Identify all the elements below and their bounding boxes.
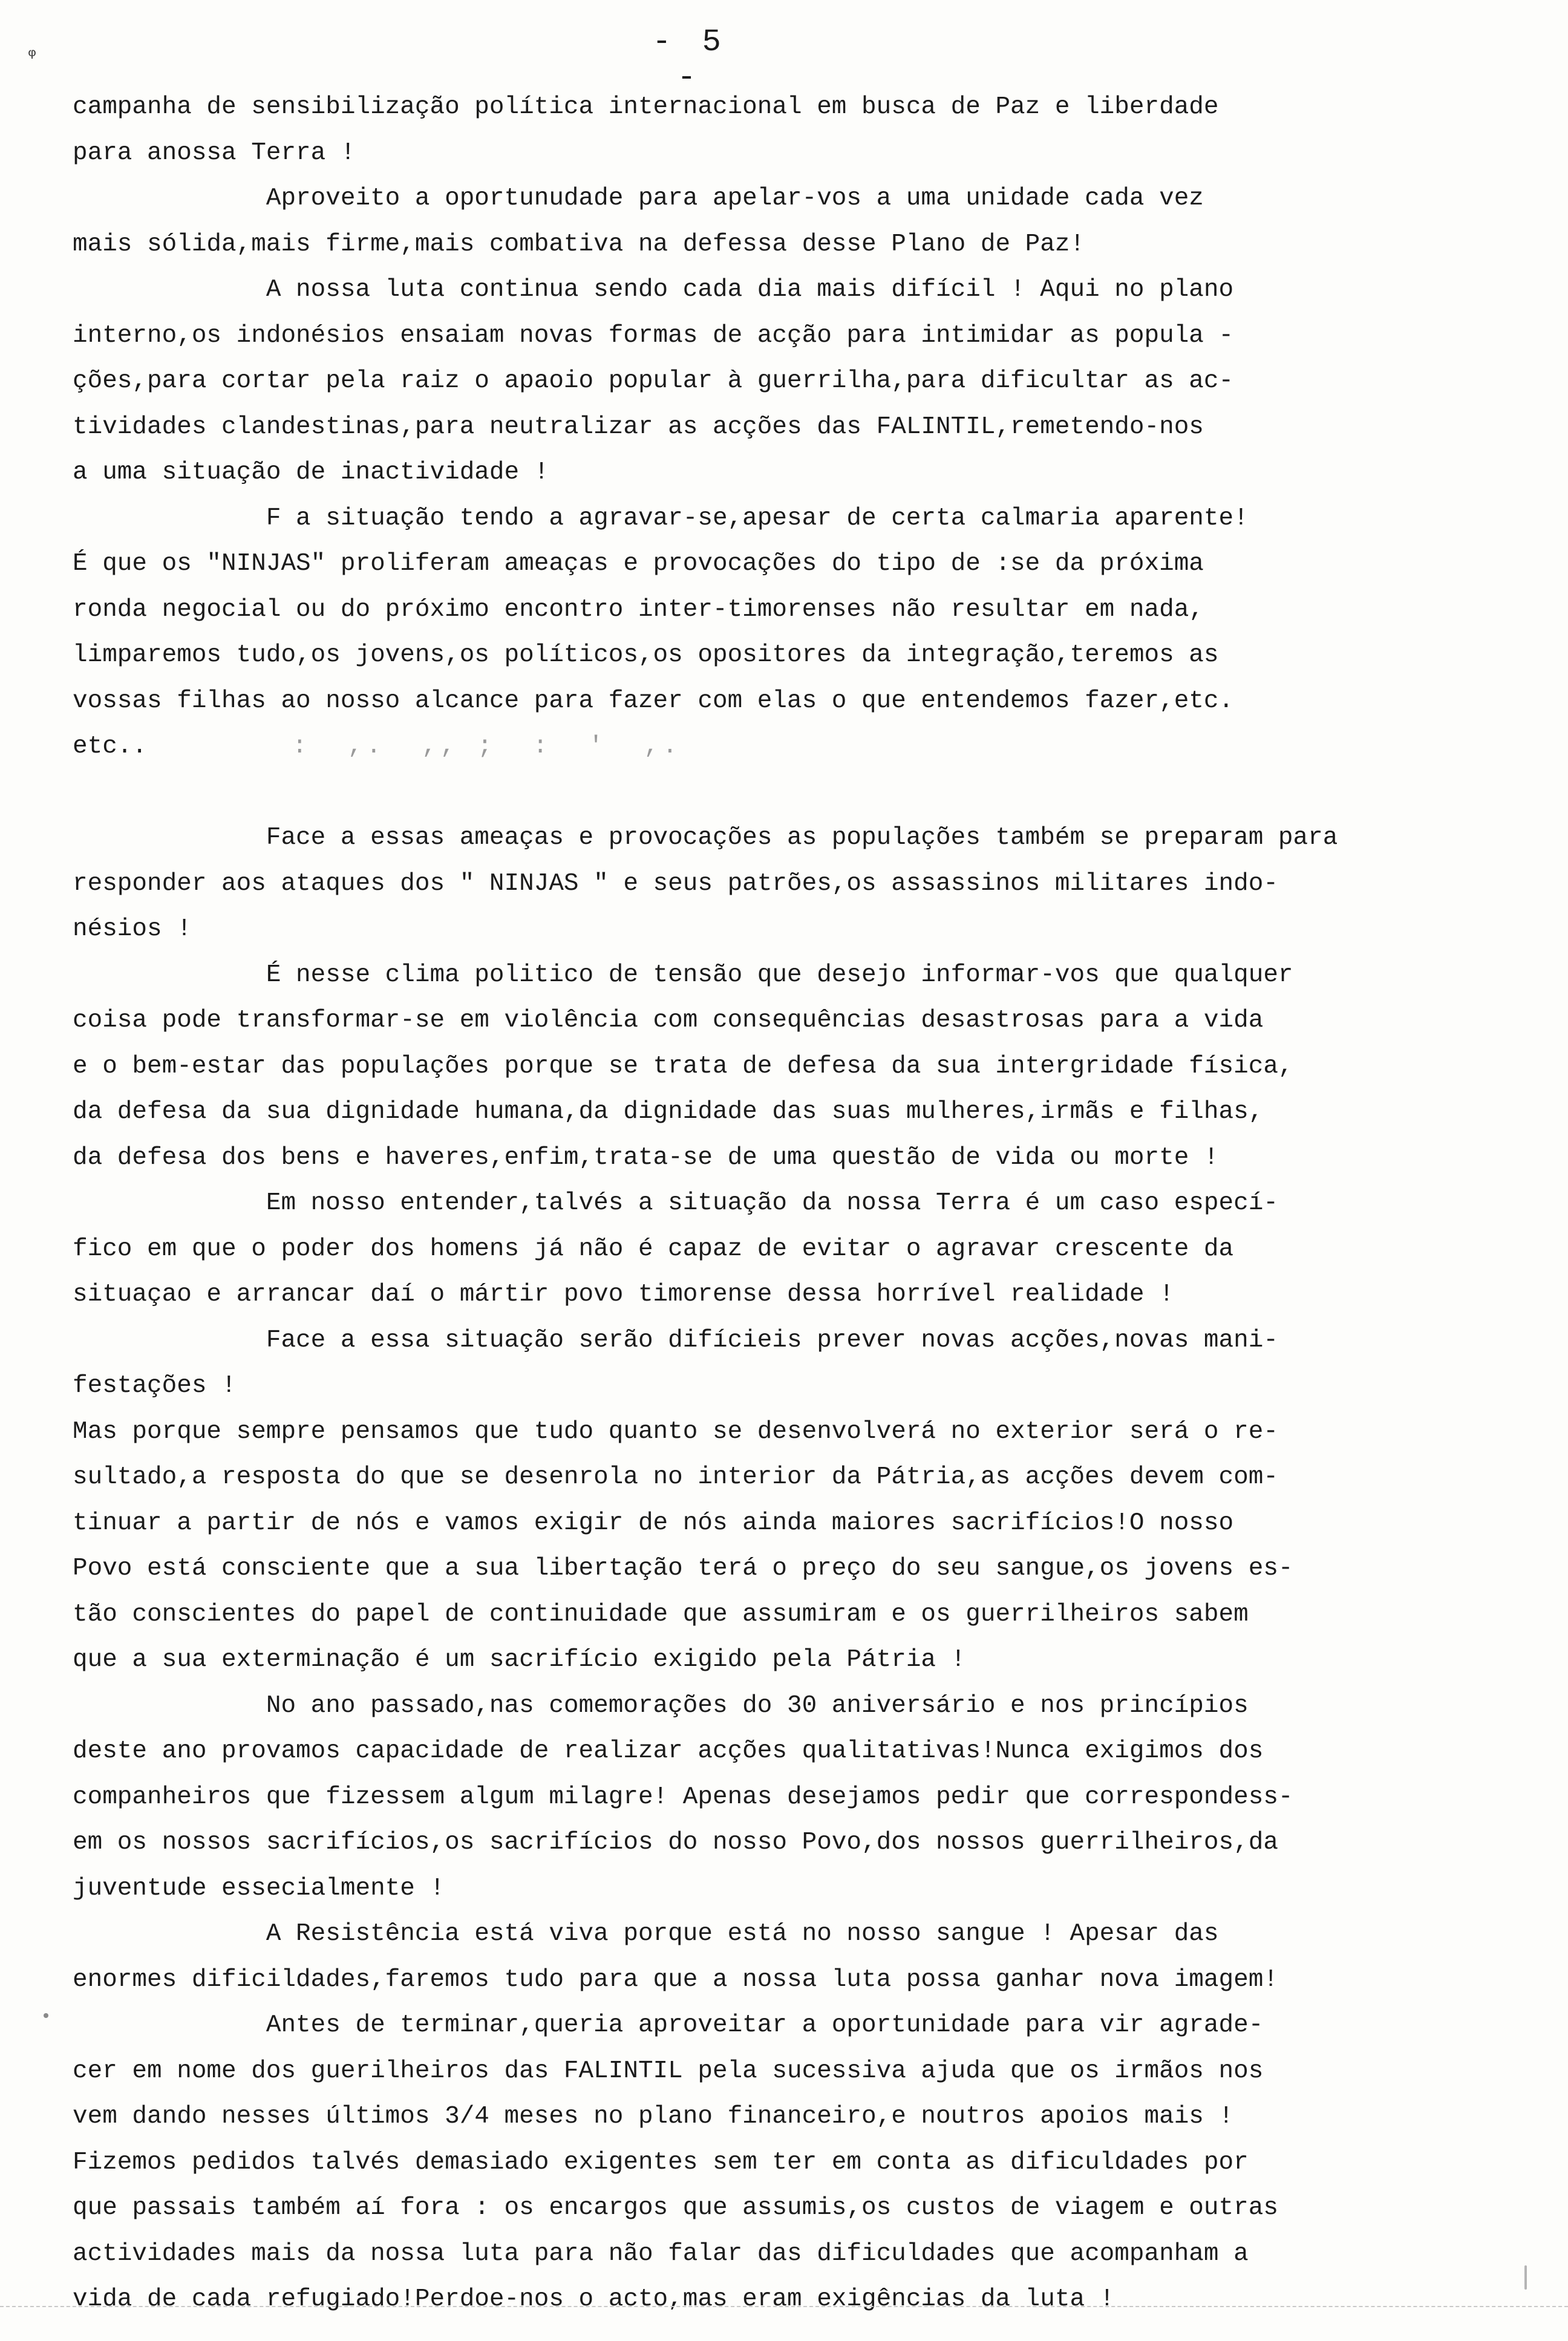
text-line-15-content: etc.. (73, 733, 148, 760)
text-line-11: É que os "NINJAS" proliferam ameaças e provocações do tipo de :se da próxima (73, 550, 1204, 578)
text-line-41: A Resistência está viva porque está no nosso sangue ! Apesar das (73, 1920, 1219, 1948)
text-line-32: tinuar a partir de nós e vamos exigir de nós ainda maiores sacrifícios!O nosso (73, 1509, 1234, 1537)
text-line-17: Face a essas ameaças e provocações as populações também se preparam para (73, 824, 1338, 852)
text-line-27: situaçao e arrancar daí o mártir povo timorense dessa horrível realidade ! (73, 1281, 1174, 1308)
text-line-24: da defesa dos bens e haveres,enfim,trata-se de uma questão de vida ou morte ! (73, 1143, 1219, 1172)
text-line-39: em os nossos sacrifícios,os sacrifícios do nosso Povo,dos nossos guerrilheiros,da (73, 1829, 1278, 1856)
text-line-29: festações ! (73, 1372, 237, 1400)
text-line-8: tividades clandestinas,para neutralizar as acções das FALINTIL,remetendo-nos (73, 413, 1204, 441)
text-line-20: É nesse clima politico de tensão que desejo informar-vos que qualquer (73, 961, 1293, 989)
text-line-43: Antes de terminar,queria aproveitar a oportunidade para vir agrade- (73, 2011, 1264, 2039)
text-line-33: Povo está consciente que a sua libertação terá o preço do seu sangue,os jovens es- (73, 1555, 1293, 1582)
text-line-15 (73, 724, 1512, 770)
text-line-14: vossas filhas ao nosso alcance para fazer com elas o que entendemos fazer,etc. (73, 687, 1234, 715)
page-bottom-edge (0, 2306, 1568, 2307)
text-line-36: No ano passado,nas comemorações do 30 aniversário e nos princípios (73, 1691, 1249, 1720)
text-line-34: tão conscientes do papel de continuidade que assumiram e os guerrilheiros sabem (73, 1600, 1249, 1628)
text-line-28: Face a essa situação serão difícieis prever novas acções,novas mani- (73, 1326, 1278, 1354)
ink-speck (1524, 2265, 1527, 2290)
text-line-23: da defesa da sua dignidade humana,da dignidade das suas mulheres,irmãs e filhas, (73, 1098, 1264, 1126)
text-line-49: vida de cada refugiado!Perdoe-nos o acto,mas eram exigências da luta ! (73, 2285, 1115, 2313)
text-line-38: companheiros que fizessem algum milagre! Apenas desejamos pedir que correspondess- (73, 1783, 1293, 1811)
text-line-25: Em nosso entender,talvés a situação da nossa Terra é um caso especí- (73, 1189, 1278, 1217)
ink-speck (44, 2013, 48, 2018)
text-line-21: coisa pode transformar-se em violência com consequências desastrosas para a vida (73, 1007, 1264, 1034)
text-line-5: A nossa luta continua sendo cada dia mais difícil ! Aqui no plano (73, 276, 1234, 304)
text-line-7: ções,para cortar pela raiz o apaoio popular à guerrilha,para dificultar as ac- (73, 367, 1234, 395)
text-line-9: a uma situação de inactividade ! (73, 459, 549, 486)
text-line-6: interno,os indonésios ensaiam novas formas de acção para intimidar as popula - (73, 321, 1234, 350)
text-line-1: campanha de sensibilização política internacional em busca de Paz e liberdade (73, 93, 1219, 121)
text-line-16 (73, 770, 1512, 816)
page-number: - 5 - (652, 24, 727, 96)
text-line-35: que a sua exterminação é um sacrifício exigido pela Pátria ! (73, 1646, 966, 1674)
edge-tick-mark: ᵩ (28, 38, 37, 62)
text-line-30: Mas porque sempre pensamos que tudo quanto se desenvolverá no exterior será o re- (73, 1417, 1278, 1446)
text-line-45: vem dando nesses últimos 3/4 meses no plano financeiro,e noutros apoios mais ! (73, 2103, 1234, 2130)
text-line-4: mais sólida,mais firme,mais combativa na defessa desse Plano de Paz! (73, 230, 1085, 258)
text-line-26: fico em que o poder dos homens já não é capaz de evitar o agravar crescente da (73, 1235, 1234, 1263)
text-line-18: responder aos ataques dos " NINJAS " e seus patrões,os assassinos militares indo- (73, 869, 1278, 898)
text-line-40: juventude essecialmente ! (73, 1874, 445, 1902)
text-line-42: enormes dificildades,faremos tudo para que a nossa luta possa ganhar nova imagem! (73, 1965, 1278, 1994)
faint-typewriter-mark: : ,. ,, ; : ' ,. (292, 733, 681, 760)
text-line-19: nésios ! (73, 915, 192, 943)
letter-body (73, 85, 1512, 2323)
text-line-22: e o bem-estar das populações porque se trata de defesa da sua intergridade física, (73, 1052, 1293, 1080)
text-line-3: Aproveito a oportunudade para apelar-vos a uma unidade cada vez (73, 184, 1204, 212)
text-line-2: para anossa Terra ! (73, 139, 356, 167)
text-line-47: que passais também aí fora : os encargos que assumis,os custos de viagem e outras (73, 2194, 1278, 2222)
text-line-31: sultado,a resposta do que se desenrola no interior da Pátria,as acções devem com- (73, 1463, 1278, 1491)
text-line-46: Fizemos pedidos talvés demasiado exigentes sem ter em conta as dificuldades por (73, 2148, 1249, 2176)
text-line-10: F a situação tendo a agravar-se,apesar de certa calmaria aparente! (73, 504, 1249, 532)
text-line-44: cer em nome dos guerilheiros das FALINTIL pela sucessiva ajuda que os irmãos nos (73, 2057, 1264, 2085)
text-line-12: ronda negocial ou do próximo encontro inter-timorenses não resultar em nada, (73, 595, 1204, 624)
text-line-37: deste ano provamos capacidade de realizar acções qualitativas!Nunca exigimos dos (73, 1737, 1264, 1765)
text-line-13: limparemos tudo,os jovens,os políticos,os opositores da integração,teremos as (73, 641, 1219, 669)
text-line-48: actividades mais da nossa luta para não falar das dificuldades que acompanham a (73, 2239, 1249, 2268)
